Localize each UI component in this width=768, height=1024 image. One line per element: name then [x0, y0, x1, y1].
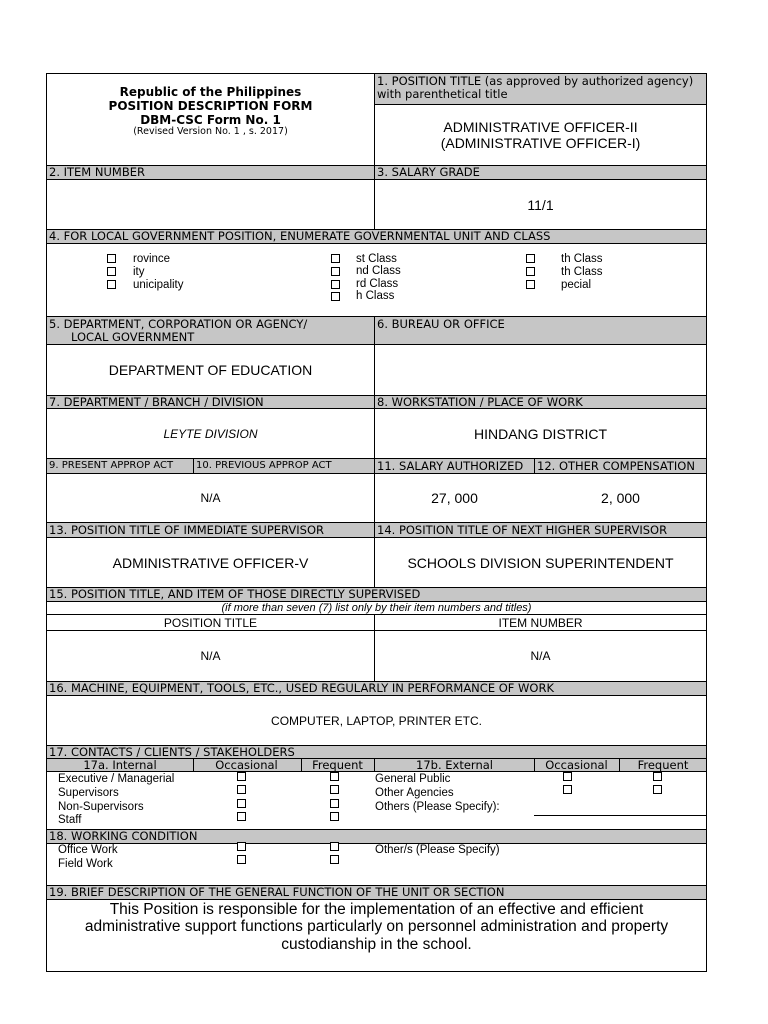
external-frequent-header: Frequent: [637, 758, 689, 772]
province-checkbox[interactable]: [107, 254, 116, 263]
special-checkbox[interactable]: [526, 280, 535, 289]
lgu-class-options: [47, 244, 706, 316]
republic-title: Republic of the Philippines: [119, 85, 302, 99]
form-revision: (Revised Version No. 1 , s. 2017): [133, 126, 288, 137]
supervised-position-value[interactable]: N/A: [200, 649, 221, 663]
item-number-header: ITEM NUMBER: [375, 615, 706, 631]
fifth-class-checkbox[interactable]: [526, 254, 535, 263]
form-number: DBM-CSC Form No. 1: [140, 113, 281, 127]
field-work-label: Field Work: [58, 858, 113, 870]
internal-header: 17a. Internal: [83, 758, 157, 772]
working-condition-label: 18. WORKING CONDITION: [47, 829, 706, 844]
general-function-label: 19. BRIEF DESCRIPTION OF THE GENERAL FUNCTION OF THE UNIT OR SECTION: [47, 885, 706, 900]
supervisors-occasional-checkbox[interactable]: [237, 785, 246, 794]
immediate-supervisor-label: 13. POSITION TITLE OF IMMEDIATE SUPERVISOR: [47, 522, 374, 538]
staff-frequent-checkbox[interactable]: [330, 812, 339, 821]
previous-approp-label: 10. PREVIOUS APPROP ACT: [194, 458, 374, 474]
fifth-class-label: th Class: [561, 253, 603, 265]
workstation-value[interactable]: HINDANG DISTRICT: [474, 425, 607, 442]
supervised-item-value[interactable]: N/A: [530, 649, 551, 663]
external-others: Others (Please Specify):: [375, 801, 500, 813]
position-title-header: POSITION TITLE: [47, 615, 374, 631]
item-number-value[interactable]: [47, 180, 374, 229]
form-header: [47, 74, 374, 164]
city-checkbox[interactable]: [107, 267, 116, 276]
second-class-checkbox[interactable]: [331, 267, 340, 276]
office-work-label: Office Work: [58, 844, 118, 856]
lgu-class-label: 4. FOR LOCAL GOVERNMENT POSITION, ENUMERATE GOVERNMENTAL UNIT AND CLASS: [47, 229, 706, 244]
first-class-checkbox[interactable]: [331, 254, 340, 263]
salary-grade-label: 3. SALARY GRADE: [375, 165, 706, 180]
other-agencies-frequent-checkbox[interactable]: [653, 785, 662, 794]
field-work-occasional-checkbox[interactable]: [237, 855, 246, 864]
staff-occasional-checkbox[interactable]: [237, 812, 246, 821]
external-general-public: General Public: [375, 773, 451, 785]
immediate-supervisor-value[interactable]: ADMINISTRATIVE OFFICER-V: [112, 554, 309, 571]
internal-non-supervisors: Non-Supervisors: [58, 801, 144, 813]
supervised-note: (if more than seven (7) list only by their item numbers and titles): [47, 602, 706, 615]
fourth-class-checkbox[interactable]: [331, 292, 340, 301]
division-value[interactable]: LEYTE DIVISION: [163, 426, 258, 441]
office-work-occasional-checkbox[interactable]: [237, 842, 246, 851]
supervisors-frequent-checkbox[interactable]: [330, 785, 339, 794]
bureau-label: 6. BUREAU OR OFFICE: [375, 316, 706, 345]
division-label: 7. DEPARTMENT / BRANCH / DIVISION: [47, 395, 374, 409]
bureau-value[interactable]: [375, 345, 706, 395]
approp-act-value[interactable]: N/A: [200, 491, 221, 505]
other-conditions-label: Other/s (Please Specify): [375, 844, 500, 856]
internal-frequent-header: Frequent: [312, 758, 363, 772]
internal-executive: Executive / Managerial: [58, 773, 175, 785]
external-other-agencies: Other Agencies: [375, 787, 454, 799]
position-description-form: [46, 73, 707, 972]
municipality-label: unicipality: [133, 279, 184, 291]
next-higher-supervisor-label: 14. POSITION TITLE OF NEXT HIGHER SUPERVISOR: [375, 522, 706, 538]
internal-occasional-header: Occasional: [215, 758, 278, 772]
equipment-label: 16. MACHINE, EQUIPMENT, TOOLS, ETC., USED REGULARLY IN PERFORMANCE OF WORK: [47, 681, 706, 696]
position-title-value[interactable]: ADMINISTRATIVE OFFICER-II (ADMINISTRATIVE OFFICER-I): [440, 119, 641, 151]
present-approp-label: 9. PRESENT APPROP ACT: [47, 458, 193, 474]
department-value[interactable]: DEPARTMENT OF EDUCATION: [108, 362, 313, 378]
office-work-frequent-checkbox[interactable]: [330, 842, 339, 851]
non-supervisors-occasional-checkbox[interactable]: [237, 799, 246, 808]
third-class-label: rd Class: [356, 278, 399, 290]
sixth-class-label: th Class: [561, 266, 603, 278]
others-specify-line[interactable]: [534, 815, 706, 816]
position-title-label: 1. POSITION TITLE (as approved by authorized agency) with parenthetical title: [375, 74, 706, 105]
internal-staff: Staff: [58, 814, 82, 826]
sixth-class-checkbox[interactable]: [526, 267, 535, 276]
item-number-label: 2. ITEM NUMBER: [47, 165, 374, 180]
first-class-label: st Class: [356, 253, 397, 265]
contacts-label: 17. CONTACTS / CLIENTS / STAKEHOLDERS: [47, 745, 706, 759]
field-work-frequent-checkbox[interactable]: [330, 855, 339, 864]
contacts-header-row: [47, 759, 706, 772]
province-label: rovince: [133, 253, 171, 265]
municipality-checkbox[interactable]: [107, 280, 116, 289]
third-class-checkbox[interactable]: [331, 280, 340, 289]
other-compensation-value[interactable]: 2, 000: [601, 490, 640, 506]
department-label: 5. DEPARTMENT, CORPORATION OR AGENCY/ LOCAL GOVERNMENT: [47, 316, 374, 345]
non-supervisors-frequent-checkbox[interactable]: [330, 799, 339, 808]
form-name: POSITION DESCRIPTION FORM: [108, 99, 313, 113]
workstation-label: 8. WORKSTATION / PLACE OF WORK: [375, 395, 706, 409]
next-higher-supervisor-value[interactable]: SCHOOLS DIVISION SUPERINTENDENT: [407, 554, 674, 571]
internal-supervisors: Supervisors: [58, 787, 119, 799]
general-public-frequent-checkbox[interactable]: [653, 772, 662, 781]
external-occasional-header: Occasional: [545, 758, 608, 772]
city-label: ity: [133, 266, 145, 278]
executive-occasional-checkbox[interactable]: [237, 772, 246, 781]
salary-grade-value[interactable]: 11/1: [527, 196, 554, 213]
fourth-class-label: h Class: [356, 290, 395, 302]
other-agencies-occasional-checkbox[interactable]: [563, 785, 572, 794]
salary-authorized-value[interactable]: 27, 000: [431, 490, 478, 506]
special-label: pecial: [561, 279, 592, 291]
other-compensation-label: 12. OTHER COMPENSATION: [535, 458, 706, 474]
general-public-occasional-checkbox[interactable]: [563, 772, 572, 781]
supervised-label: 15. POSITION TITLE, AND ITEM OF THOSE DIRECTLY SUPERVISED: [47, 587, 706, 602]
external-header: 17b. External: [416, 758, 493, 772]
executive-frequent-checkbox[interactable]: [330, 772, 339, 781]
general-function-description[interactable]: This Position is responsible for the implementation of an effective and efficient administrative support functions particularly on personnel administration and property custodianship in the school.: [84, 900, 669, 953]
second-class-label: nd Class: [356, 265, 401, 277]
salary-authorized-label: 11. SALARY AUTHORIZED: [375, 458, 534, 474]
equipment-value[interactable]: COMPUTER, LAPTOP, PRINTER ETC.: [271, 713, 482, 728]
